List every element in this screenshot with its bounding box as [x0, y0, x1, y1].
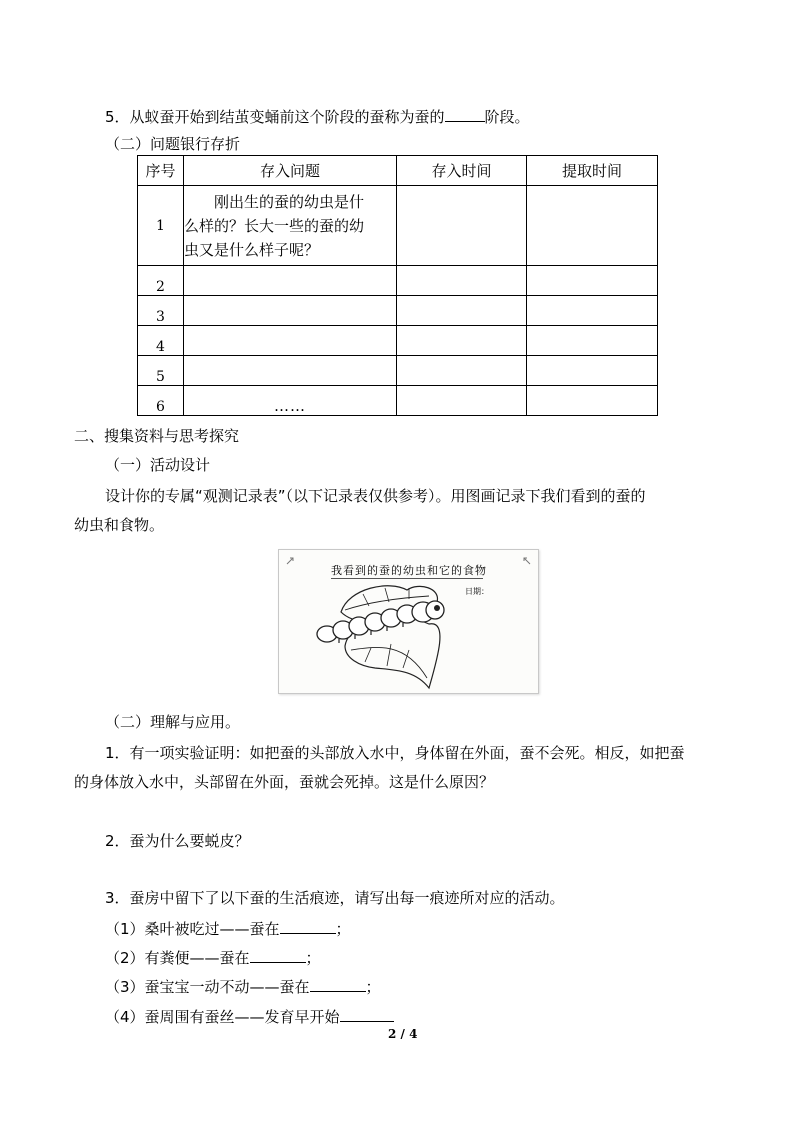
question-line: 虫又是什么样子呢？ [184, 240, 320, 259]
answer-blank[interactable] [310, 976, 366, 992]
table-row [138, 386, 658, 416]
trace-item-suffix: ； [365, 978, 381, 996]
question-5 [105, 106, 530, 127]
activity-design-heading: （一）活动设计 [105, 456, 211, 474]
deposit-time-cell[interactable] [397, 296, 527, 326]
design-instruction-line: 设计你的专属“观测记录表”（以下记录表仅供参考）。用图画记录下我们看到的蚕的 [105, 487, 646, 505]
header-cell-number: 序号 [138, 156, 184, 186]
question-cell [184, 186, 397, 266]
row-number: 5 [138, 356, 184, 386]
question-5-suffix: 阶段。 [484, 108, 530, 126]
section-2-title: 二、搜集资料与思考探究 [74, 427, 240, 445]
deposit-time-cell[interactable] [397, 266, 527, 296]
question-bank-table [137, 155, 658, 416]
withdraw-time-cell[interactable] [527, 386, 658, 416]
question-1-line: 1．有一项实验证明：如把蚕的头部放入水中，身体留在外面，蚕不会死。相反，如把蚕 [105, 744, 685, 762]
page-number: 2 / 4 [388, 1027, 418, 1041]
question-cell[interactable] [184, 326, 397, 356]
deposit-time-cell[interactable] [397, 186, 527, 266]
header-cell-withdraw-time: 提取时间 [527, 156, 658, 186]
table-row [138, 266, 658, 296]
row-number: 3 [138, 296, 184, 326]
trace-item-suffix: ； [305, 949, 321, 967]
figure-title: 我看到的蚕的幼虫和它的食物 [331, 564, 487, 577]
question-cell[interactable] [184, 356, 397, 386]
row-number: 6 [138, 386, 184, 416]
table-row [138, 356, 658, 386]
header-cell-question: 存入问题 [184, 156, 397, 186]
question-cell: …… [184, 386, 397, 416]
withdraw-time-cell[interactable] [527, 356, 658, 386]
deposit-time-cell[interactable] [397, 386, 527, 416]
trace-item-text: （4）蚕周围有蚕丝——发育早开始 [105, 1008, 340, 1026]
answer-blank[interactable] [445, 106, 485, 122]
trace-item-3 [105, 976, 381, 997]
question-line: 刚出生的蚕的幼虫是什 [214, 192, 365, 211]
answer-blank[interactable] [280, 918, 336, 934]
withdraw-time-cell[interactable] [527, 296, 658, 326]
trace-item-suffix: ； [335, 920, 351, 938]
deposit-time-cell[interactable] [397, 356, 527, 386]
bank-heading: （二）问题银行存折 [105, 135, 241, 153]
design-instruction-line: 幼虫和食物。 [74, 516, 165, 534]
table-header-row [138, 156, 658, 186]
table-row [138, 186, 658, 266]
deposit-time-cell[interactable] [397, 326, 527, 356]
table-row [138, 326, 658, 356]
withdraw-time-cell[interactable] [527, 326, 658, 356]
withdraw-time-cell[interactable] [527, 266, 658, 296]
table-row [138, 296, 658, 326]
trace-item-1 [105, 918, 351, 939]
answer-blank[interactable] [250, 947, 306, 963]
question-1-line: 的身体放入水中，头部留在外面，蚕就会死掉。这是什么原因？ [74, 773, 495, 791]
row-number: 1 [138, 186, 184, 266]
question-3: 3．蚕房中留下了以下蚕的生活痕迹，请写出每一痕迹所对应的活动。 [105, 889, 565, 907]
trace-item-text: （1）桑叶被吃过——蚕在 [105, 920, 280, 938]
figure-date-label: 日期： [465, 587, 489, 596]
row-number: 4 [138, 326, 184, 356]
understanding-heading: （二）理解与应用。 [105, 713, 241, 731]
silkworm-on-leaf-drawing [279, 550, 538, 693]
observation-record-figure [278, 549, 539, 694]
question-cell[interactable] [184, 266, 397, 296]
trace-item-text: （3）蚕宝宝一动不动——蚕在 [105, 978, 310, 996]
question-cell[interactable] [184, 296, 397, 326]
trace-item-4 [105, 1006, 394, 1027]
trace-item-2 [105, 947, 321, 968]
trace-item-text: （2）有粪便——蚕在 [105, 949, 250, 967]
question-line: 么样的？长大一些的蚕的幼 [184, 216, 365, 235]
header-cell-deposit-time: 存入时间 [397, 156, 527, 186]
answer-blank[interactable] [340, 1006, 394, 1022]
row-number: 2 [138, 266, 184, 296]
question-5-text: 5．从蚁蚕开始到结茧变蛹前这个阶段的蚕称为蚕的 [105, 108, 445, 126]
withdraw-time-cell[interactable] [527, 186, 658, 266]
question-2: 2．蚕为什么要蜕皮？ [105, 832, 250, 850]
